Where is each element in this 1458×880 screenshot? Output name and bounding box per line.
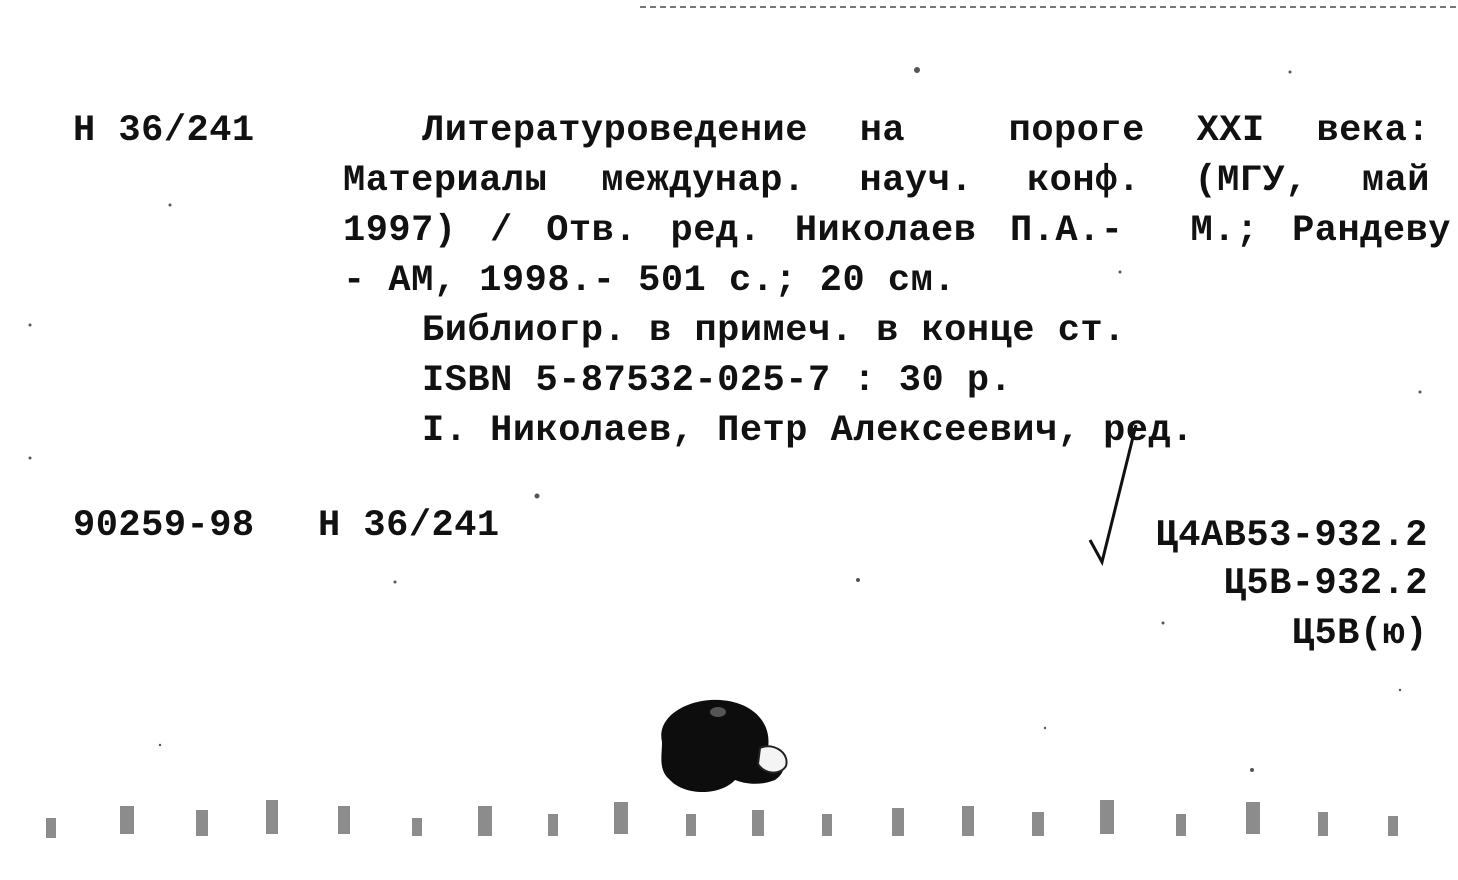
call-number-bottom: Н 36/241 (318, 505, 500, 547)
note-isbn: ISBN 5-87532-025-7 : 30 р. (422, 360, 1013, 402)
title-line-4: - AM, 1998.- 501 с.; 20 см. (343, 260, 956, 302)
ink-blot (661, 700, 786, 792)
title-line-3: 1997) / Отв. ред. Николаев П.А.- М.; Рандеву (343, 210, 1451, 252)
call-number: Н 36/241 (73, 110, 255, 152)
title-line-1: Литературоведение на пороге XXI века: (422, 110, 1430, 152)
classification-code-2: Ц5В-932.2 (1223, 563, 1428, 605)
note-bibliography: Библиогр. в примеч. в конце ст. (422, 310, 1126, 352)
note-editor: I. Николаев, Петр Алексеевич, ред. (422, 410, 1194, 452)
title-line-2: Материалы междунар. науч. конф. (МГУ, май (343, 160, 1430, 202)
classification-code-1: Ц4АВ53-932.2 (1155, 515, 1428, 557)
inventory-number: 90259-98 (73, 505, 255, 547)
classification-code-3: Ц5В(ю) (1291, 613, 1428, 655)
